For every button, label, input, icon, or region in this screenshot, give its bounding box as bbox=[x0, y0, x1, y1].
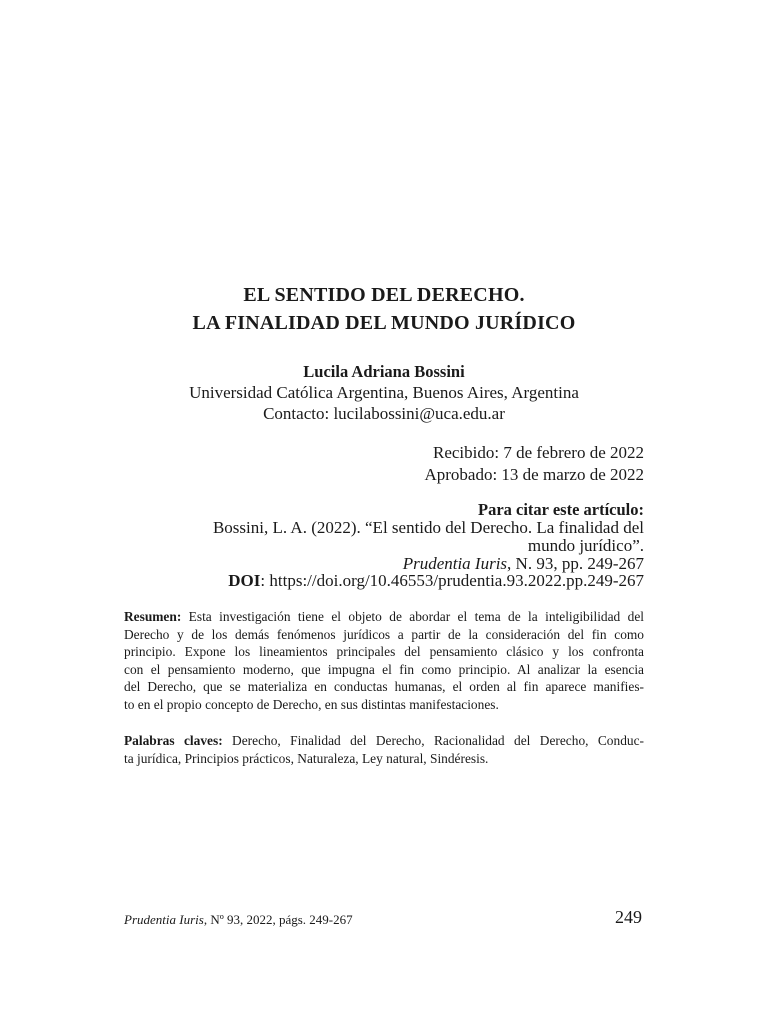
approved-date: Aprobado: 13 de marzo de 2022 bbox=[424, 465, 644, 484]
author-contact: Contacto: lucilabossini@uca.edu.ar bbox=[263, 404, 505, 423]
abstract-summary bbox=[124, 608, 644, 714]
page-number: 249 bbox=[615, 907, 642, 927]
summary-label: Resumen: bbox=[124, 609, 182, 624]
article-title-line-1: EL SENTIDO DEL DERECHO. bbox=[243, 284, 525, 306]
author-affiliation: Universidad Católica Argentina, Buenos Aires, Argentina bbox=[189, 383, 579, 402]
author-name: Lucila Adriana Bossini bbox=[303, 362, 465, 381]
citation-journal-details: , N. 93, pp. 249-267 bbox=[507, 554, 644, 573]
keywords-line-2: ta jurídica, Principios prácticos, Naturaleza, Ley natural, Sindéresis. bbox=[124, 750, 489, 766]
doi-label: DOI bbox=[228, 571, 261, 590]
summary-line-5: del Derecho, que se materializa en conductas humanas, el orden al fin aparece manifies- bbox=[124, 679, 644, 695]
summary-line-2: Derecho y de los demás fenómenos jurídicos a partir de la consideración del fin como bbox=[124, 626, 644, 642]
citation-label: Para citar este artículo: bbox=[478, 500, 644, 519]
abstract-keywords bbox=[124, 732, 644, 767]
citation-line-1: Bossini, L. A. (2022). “El sentido del Derecho. La finalidad del bbox=[212, 518, 644, 537]
citation-line-2: mundo jurídico”. bbox=[527, 536, 644, 555]
keywords-line-1: Palabras claves: Derecho, Finalidad del Derecho, Racionalidad del Derecho, Conduc- bbox=[124, 733, 644, 748]
citation-journal-name: Prudentia Iuris bbox=[402, 554, 508, 573]
received-date: Recibido: 7 de febrero de 2022 bbox=[432, 443, 644, 462]
doi-link[interactable]: : https://doi.org/10.46553/prudentia.93.2022.pp.249-267 bbox=[260, 571, 644, 590]
summary-line-3: principio. Expone los lineamientos principales del pensamiento clásico y los confronta bbox=[124, 644, 644, 660]
summary-line-4: con el pensamiento moderno, que impugna el fin como principio. Al analizar la esencia bbox=[124, 661, 644, 677]
citation-doi-line bbox=[228, 571, 644, 591]
footer-journal-reference bbox=[124, 912, 353, 928]
footer-journal-name: Prudentia Iuris bbox=[124, 912, 204, 927]
keywords-label: Palabras claves: bbox=[124, 733, 223, 748]
article-title-line-2: LA FINALIDAD DEL MUNDO JURÍDICO bbox=[192, 312, 576, 334]
summary-line-1: Resumen: Esta investigación tiene el objeto de abordar el tema de la inteligibilidad del bbox=[124, 609, 644, 624]
footer-journal-details: , Nº 93, 2022, págs. 249-267 bbox=[203, 912, 353, 927]
summary-line-6: to en el propio concepto de Derecho, en sus distintas manifestaciones. bbox=[124, 696, 499, 712]
